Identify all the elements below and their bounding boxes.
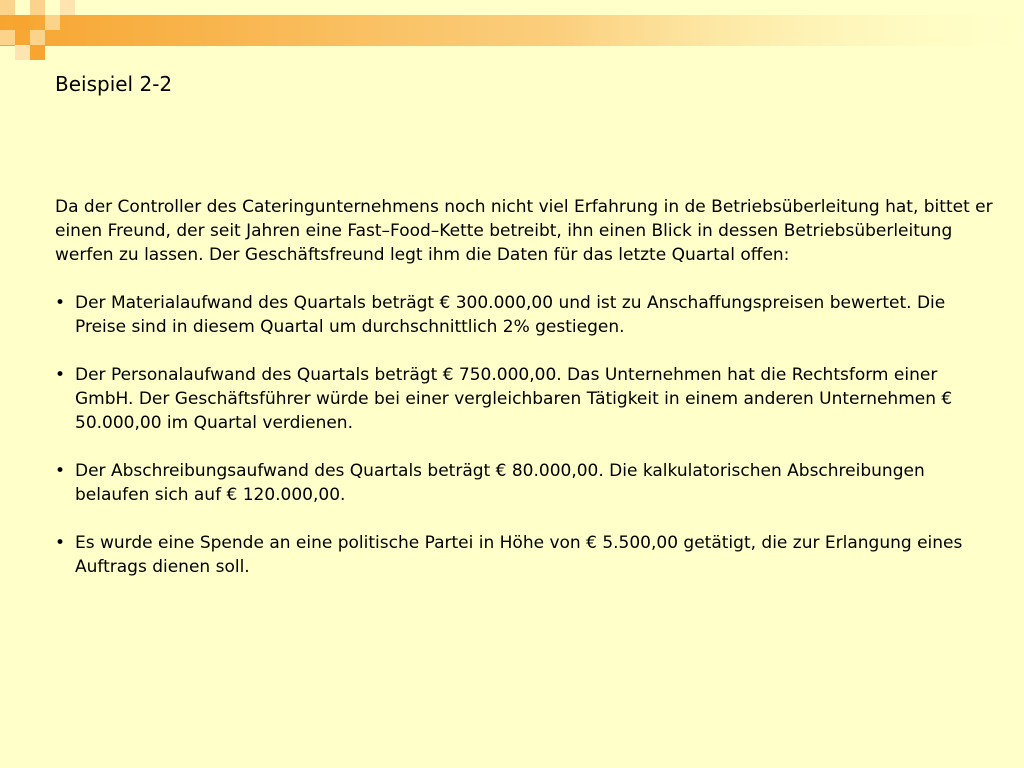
deco-square xyxy=(30,45,45,60)
list-item-text: Der Personalaufwand des Quartals beträgt € 750.000,00. Das Unternehmen hat die Rechtsform einer GmbH. Der Geschäftsführer würde bei einer vergleichbaren Tätigkeit in einem anderen Unternehmen € 50.000,00 im Quartal verdienen. xyxy=(75,365,953,433)
list-item xyxy=(55,363,995,435)
list-item-text: Der Abschreibungsaufwand des Quartals beträgt € 80.000,00. Die kalkulatorischen Abschreibungen belaufen sich auf € 120.000,00. xyxy=(75,461,925,505)
list-item xyxy=(55,459,995,507)
slide-body xyxy=(55,195,995,603)
deco-square xyxy=(15,45,30,60)
deco-square xyxy=(60,0,75,15)
list-item-text: Der Materialaufwand des Quartals beträgt € 300.000,00 und ist zu Anschaffungspreisen bewertet. Die Preise sind in diesem Quartal um durchschnittlich 2% gestiegen. xyxy=(75,293,946,337)
list-item xyxy=(55,291,995,339)
header-gradient-bar xyxy=(0,15,1024,46)
bullet-icon: • xyxy=(55,533,66,553)
bullet-icon: • xyxy=(55,461,66,481)
deco-square xyxy=(30,30,45,45)
slide-title: Beispiel 2-2 xyxy=(55,72,173,96)
deco-square xyxy=(30,0,45,15)
header-decoration xyxy=(0,0,1024,70)
deco-square xyxy=(45,15,60,30)
bullet-icon: • xyxy=(55,293,66,313)
deco-square xyxy=(15,15,30,30)
list-item-text: Es wurde eine Spende an eine politische Partei in Höhe von € 5.500,00 getätigt, die zur Erlangung eines Auftrags dienen soll. xyxy=(75,533,963,577)
bullet-icon: • xyxy=(55,365,66,385)
deco-square xyxy=(0,30,15,45)
list-item xyxy=(55,531,995,579)
deco-square xyxy=(0,0,15,15)
intro-paragraph: Da der Controller des Cateringunternehmens noch nicht viel Erfahrung in de Betriebsüberleitung hat, bittet er einen Freund, der seit Jahren eine Fast–Food–Kette betreibt, ihn einen Blick in dessen Betriebsüberleitung werfen zu lassen. Der Geschäftsfreund legt ihm die Daten für das letzte Quartal offen: xyxy=(55,197,993,265)
bullet-list xyxy=(55,291,995,579)
